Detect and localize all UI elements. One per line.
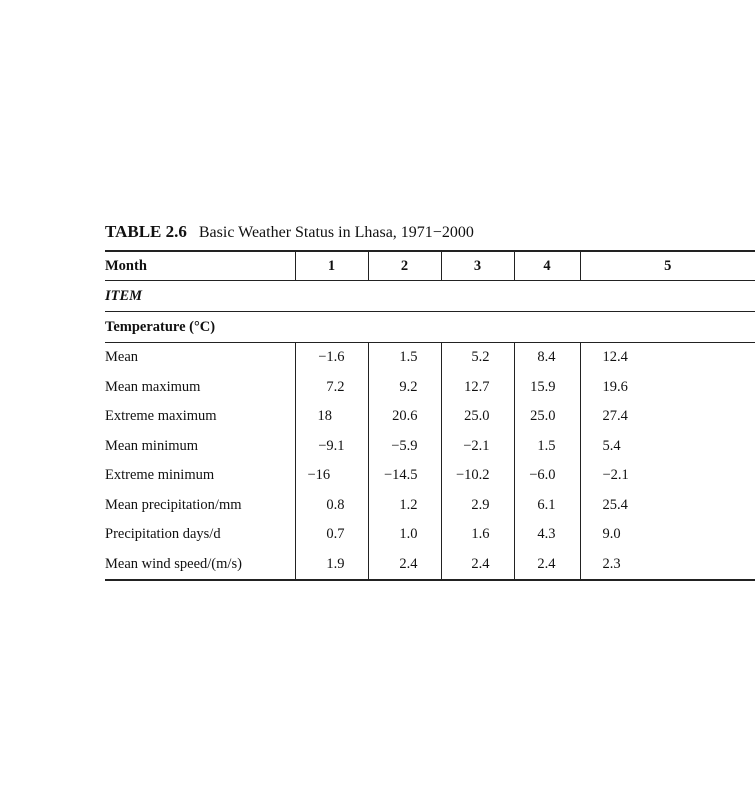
row-label: Mean wind speed/(m/s): [105, 550, 295, 581]
table-cell: 1.2: [368, 491, 441, 521]
table-title: Basic Weather Status in Lhasa, 1971−2000: [198, 224, 474, 241]
item-row: [105, 281, 755, 312]
table-cell: −6.0: [514, 461, 580, 491]
table-cell: −1.6: [295, 343, 368, 373]
table-cell: 27.4: [580, 402, 755, 432]
table-row: [105, 402, 755, 432]
month-2-header: 2: [368, 251, 441, 281]
month-header: Month: [105, 251, 295, 281]
table-row: [105, 520, 755, 550]
table-row: [105, 432, 755, 462]
table-cell: 2.4: [368, 550, 441, 581]
table-cell: 0.8: [295, 491, 368, 521]
table-cell: 25.0: [441, 402, 514, 432]
table-cell: 1.0: [368, 520, 441, 550]
table-cell: 18: [295, 402, 368, 432]
row-label: Extreme maximum: [105, 408, 217, 425]
table-cell: 1.9: [295, 550, 368, 581]
month-4-header: 4: [514, 251, 580, 281]
table-cell: −5.9: [368, 432, 441, 462]
header-row: [105, 251, 755, 281]
table-cell: 20.6: [368, 402, 441, 432]
table-cell: 2.4: [441, 550, 514, 581]
row-label: Mean minimum: [105, 437, 199, 454]
table-cell: 9.2: [368, 373, 441, 403]
table-cell: −2.1: [580, 461, 755, 491]
row-label: Mean maximum: [105, 378, 201, 395]
table-cell: 12.7: [441, 373, 514, 403]
table-cell: 7.2: [295, 373, 368, 403]
table-row: [105, 461, 755, 491]
table-cell: 2.4: [514, 550, 580, 581]
table-cell: 9.0: [580, 520, 755, 550]
table-cell: −10.2: [441, 461, 514, 491]
row-label: Precipitation days/d: [105, 526, 221, 543]
month-1-header: 1: [295, 251, 368, 281]
item-label: ITEM: [105, 281, 755, 312]
table-cell: −9.1: [295, 432, 368, 462]
month-5-header: 5: [580, 251, 755, 281]
table-cell: 2.3: [580, 550, 755, 581]
table-cell: 8.4: [514, 343, 580, 373]
table-number: TABLE 2.6: [105, 222, 187, 241]
table-cell: 6.1: [514, 491, 580, 521]
table-cell: 1.5: [514, 432, 580, 462]
temperature-section-label: Temperature (°C): [105, 312, 755, 343]
table-cell: −14.5: [368, 461, 441, 491]
table-cell: 5.4: [580, 432, 755, 462]
table-cell: 5.2: [441, 343, 514, 373]
table-row: [105, 550, 755, 581]
table-cell: 2.9: [441, 491, 514, 521]
table-cell: 25.4: [580, 491, 755, 521]
table-cell: 25.0: [514, 402, 580, 432]
table-row: [105, 491, 755, 521]
table-cell: 4.3: [514, 520, 580, 550]
table-cell: 1.6: [441, 520, 514, 550]
table-cell: 15.9: [514, 373, 580, 403]
month-3-header: 3: [441, 251, 514, 281]
table-cell: 12.4: [580, 343, 755, 373]
table-cell: 1.5: [368, 343, 441, 373]
table-cell: −2.1: [441, 432, 514, 462]
table-row: [105, 343, 755, 373]
table-cell: 19.6: [580, 373, 755, 403]
row-label: Extreme minimum: [105, 467, 215, 484]
table-cell: 0.7: [295, 520, 368, 550]
row-label: Mean precipitation/mm: [105, 496, 242, 513]
table-row: [105, 373, 755, 403]
row-label: Mean: [105, 349, 139, 366]
weather-table: [105, 250, 755, 581]
temperature-section-row: [105, 312, 755, 343]
table-cell: −16: [295, 461, 368, 491]
table-caption: [105, 222, 474, 243]
